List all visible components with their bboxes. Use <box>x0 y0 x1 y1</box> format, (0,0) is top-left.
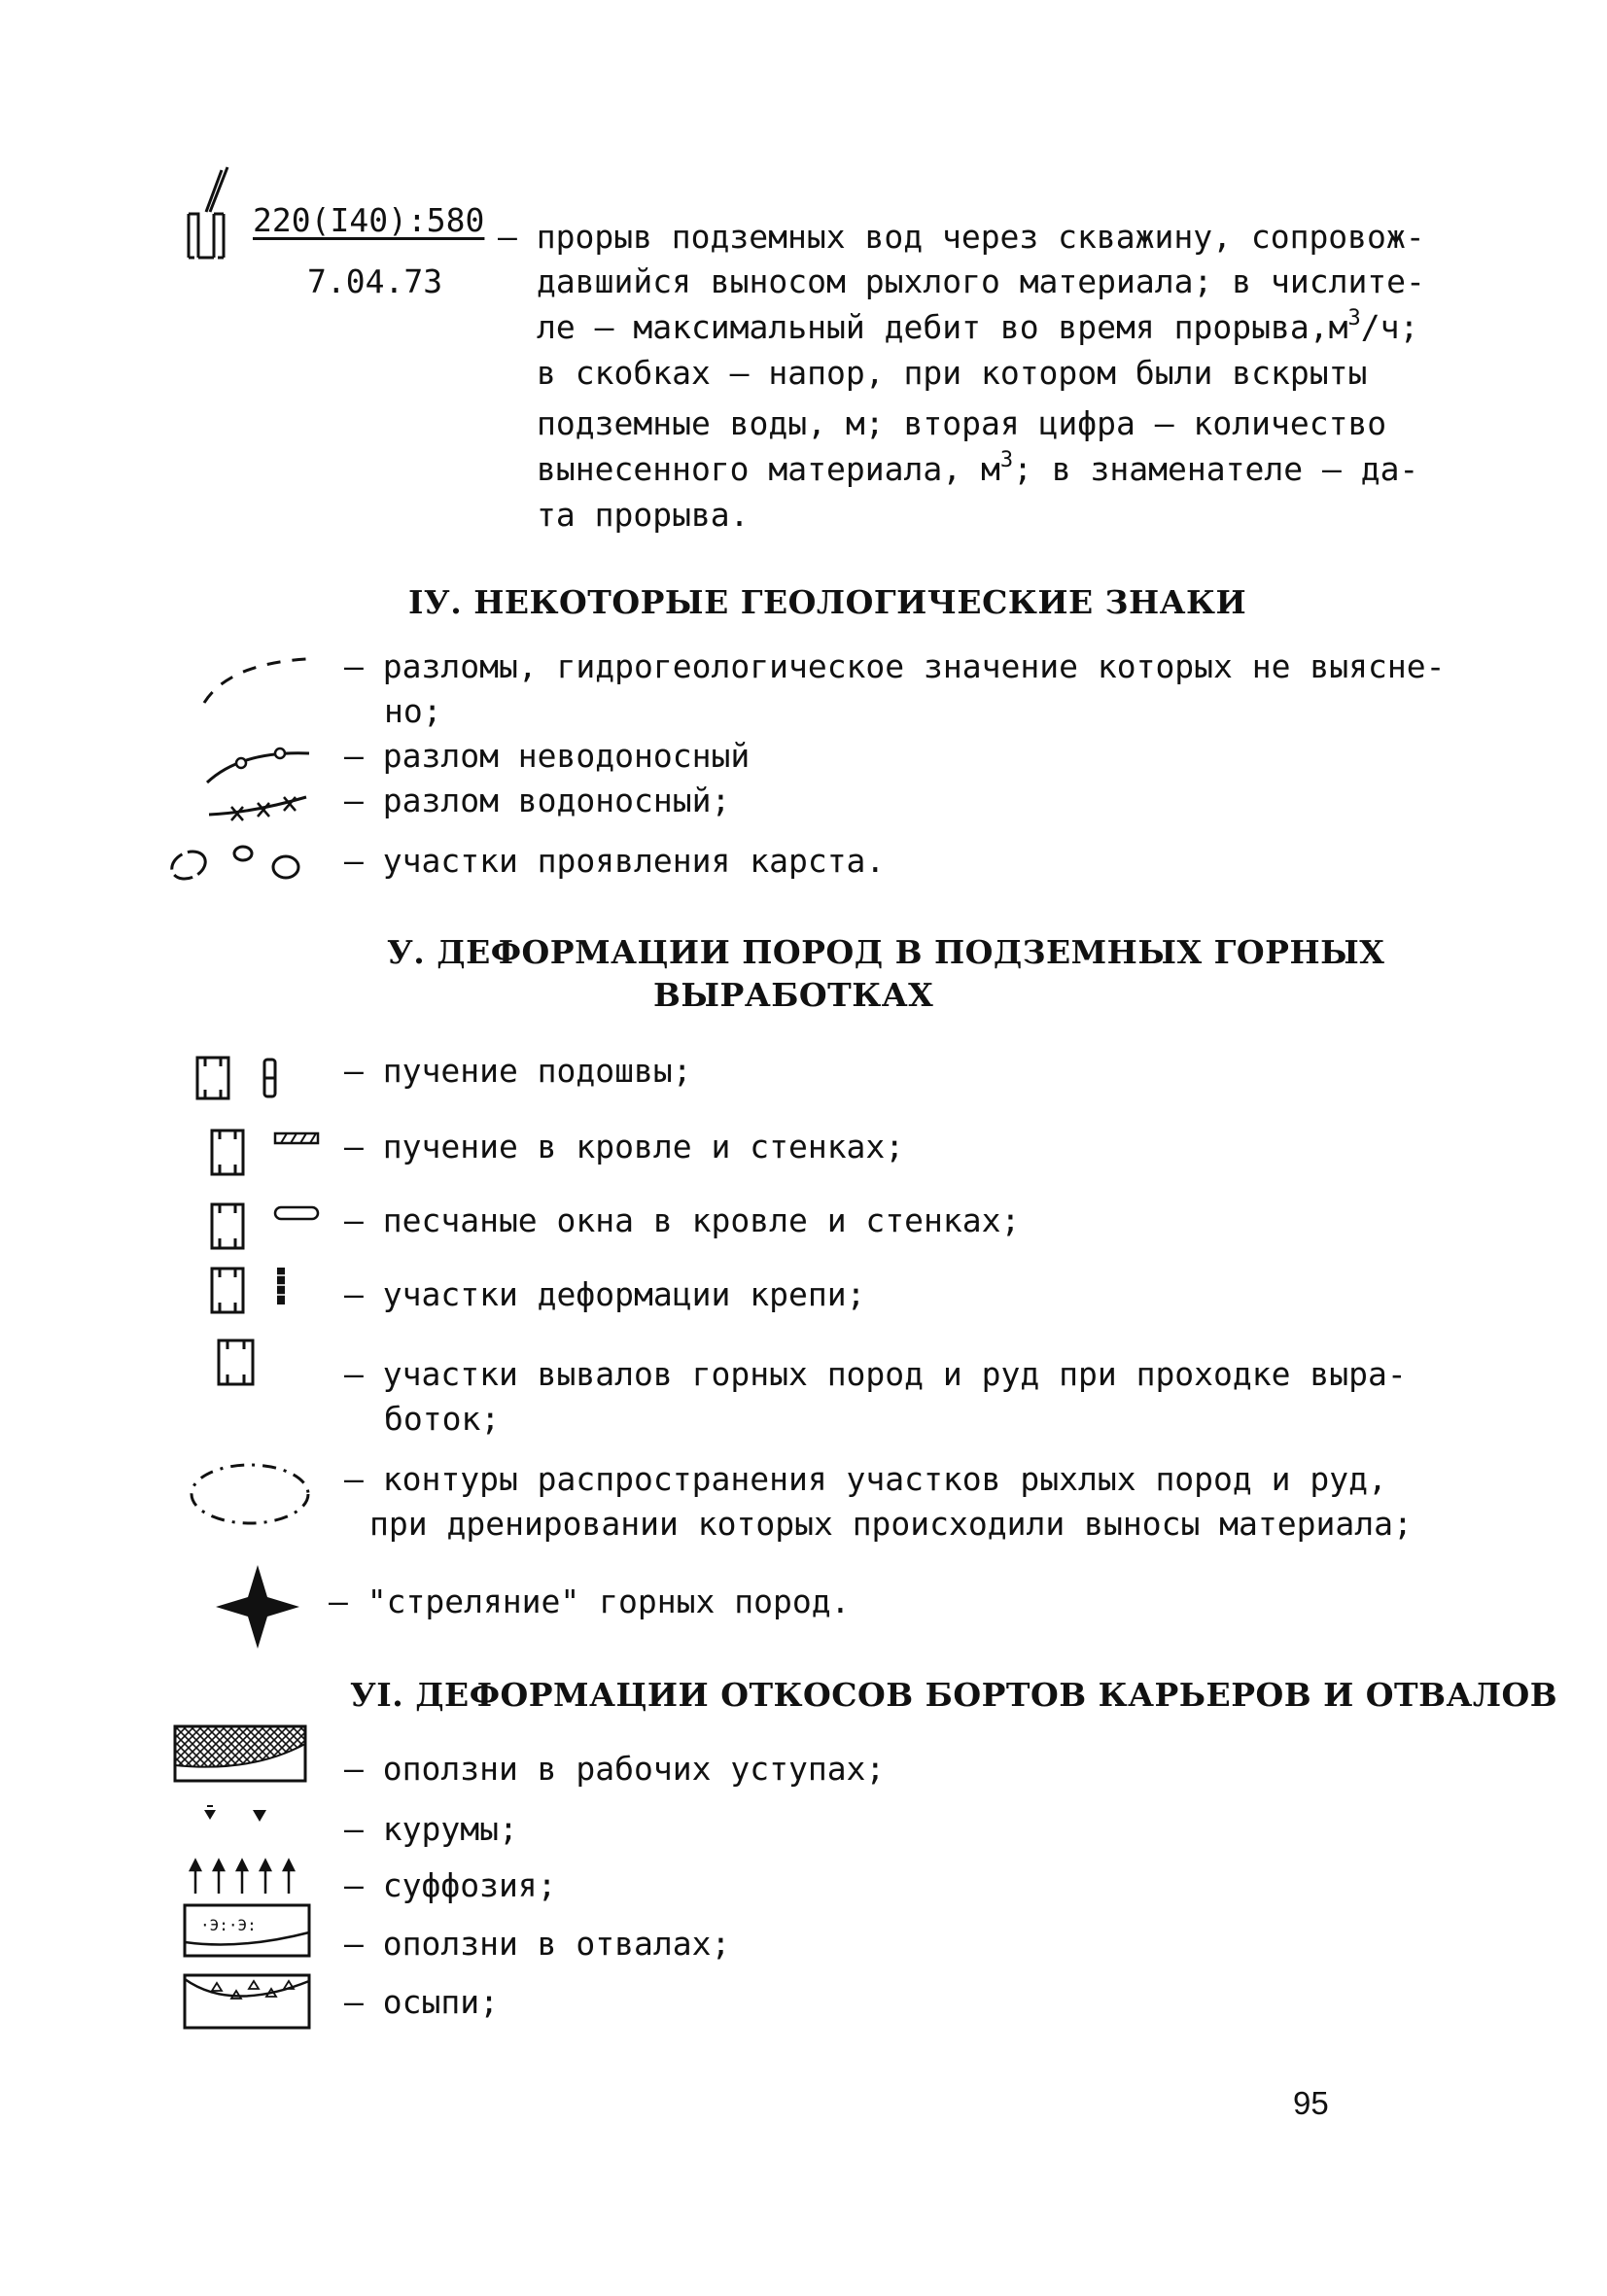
section-4-item-3: – разлом водоносный; <box>344 782 731 819</box>
fault-non-aquifer-icon <box>202 739 319 787</box>
section-6-item-3: – суффозия; <box>344 1866 557 1904</box>
section-5-item-7: – "стреляние" горных пород. <box>329 1583 851 1620</box>
intro-line-7: та прорыва. <box>537 496 750 534</box>
section-5-title-line-2: ВЫРАБОТКАХ <box>653 976 934 1014</box>
dump-landslide-icon <box>183 1903 314 1960</box>
section-5-item-2: – пучение в кровле и стенках; <box>344 1128 905 1165</box>
intro-line-3: ле – максимальный дебит во время $прорыва,м^3/ч$; <box>537 306 1419 346</box>
section-5-item-6-line-1: – контуры распространения участков рыхлых пород и руд, <box>344 1460 1387 1498</box>
rock-burst-star-icon <box>214 1563 301 1651</box>
intro-line-6: вынесенного материала, $м^3$; в знаменателе – да- <box>537 448 1419 488</box>
fault-unclear-icon <box>199 649 316 708</box>
formula-denominator: 7.04.73 <box>307 262 443 300</box>
intro-line-2: давшийся выносом рыхлого материала; в числите- <box>537 262 1425 300</box>
support-deformation-icon <box>209 1266 306 1316</box>
section-6-item-1: – оползни в рабочих уступах; <box>344 1750 886 1788</box>
intro-line-1: – прорыв подземных вод через скважину, сопровож- <box>498 218 1425 256</box>
section-4-item-1-line-1: – разломы, гидрогеологическое значение которых не выясне- <box>344 647 1446 685</box>
section-5-item-6-line-2: при дренировании которых происходили выносы материала; <box>369 1505 1413 1543</box>
working-bench-landslide-icon <box>173 1724 309 1785</box>
section-6-item-4: – оползни в отвалах; <box>344 1925 731 1963</box>
section-6-item-5: – осыпи; <box>344 1983 499 2021</box>
loose-rock-contour-icon <box>187 1458 313 1531</box>
borehole-breakthrough-icon <box>185 165 243 262</box>
kurum-icon <box>202 1806 280 1830</box>
page-number: 95 <box>1293 2085 1329 2121</box>
section-6-item-2: – курумы; <box>344 1810 518 1848</box>
section-5-item-5-line-1: – участки вывалов горных пород и руд при проходке выра- <box>344 1355 1407 1393</box>
floor-heave-icon <box>194 1055 292 1103</box>
intro-line-5: подземные воды, м; вторая цифра – количество <box>537 404 1387 442</box>
karst-icon <box>167 838 313 887</box>
section-4-item-2: – разлом неводоносный <box>344 737 751 775</box>
scree-icon <box>183 1973 314 2032</box>
section-4-item-1-line-2: но; <box>384 692 442 730</box>
rock-fall-icon <box>216 1338 264 1388</box>
sand-windows-icon <box>209 1201 331 1252</box>
formula-numerator: 220(I40):580 <box>253 201 485 239</box>
suffosion-icon <box>188 1859 314 1897</box>
svg-text:·Э:·Э:: ·Э:·Э: <box>200 1916 257 1934</box>
section-5-item-5-line-2: боток; <box>384 1400 501 1438</box>
section-6-title: УI. ДЕФОРМАЦИИ ОТКОСОВ БОРТОВ КАРЬЕРОВ И ОТВАЛОВ <box>350 1676 1558 1714</box>
section-4-item-4: – участки проявления карста. <box>344 842 886 880</box>
section-5-item-1: – пучение подошвы; <box>344 1052 692 1090</box>
section-4-title: IУ. НЕКОТОРЫЕ ГЕОЛОГИЧЕСКИЕ ЗНАКИ <box>408 583 1247 621</box>
fault-aquifer-icon <box>204 785 311 824</box>
roof-wall-heave-icon <box>209 1128 331 1178</box>
intro-line-4: в скобках – напор, при котором были вскрыты <box>537 354 1368 392</box>
section-5-item-4: – участки деформации крепи; <box>344 1275 866 1313</box>
section-5-item-3: – песчаные окна в кровле и стенках; <box>344 1201 1021 1239</box>
section-5-title-line-1: У. ДЕФОРМАЦИИ ПОРОД В ПОДЗЕМНЫХ ГОРНЫХ <box>387 933 1385 971</box>
